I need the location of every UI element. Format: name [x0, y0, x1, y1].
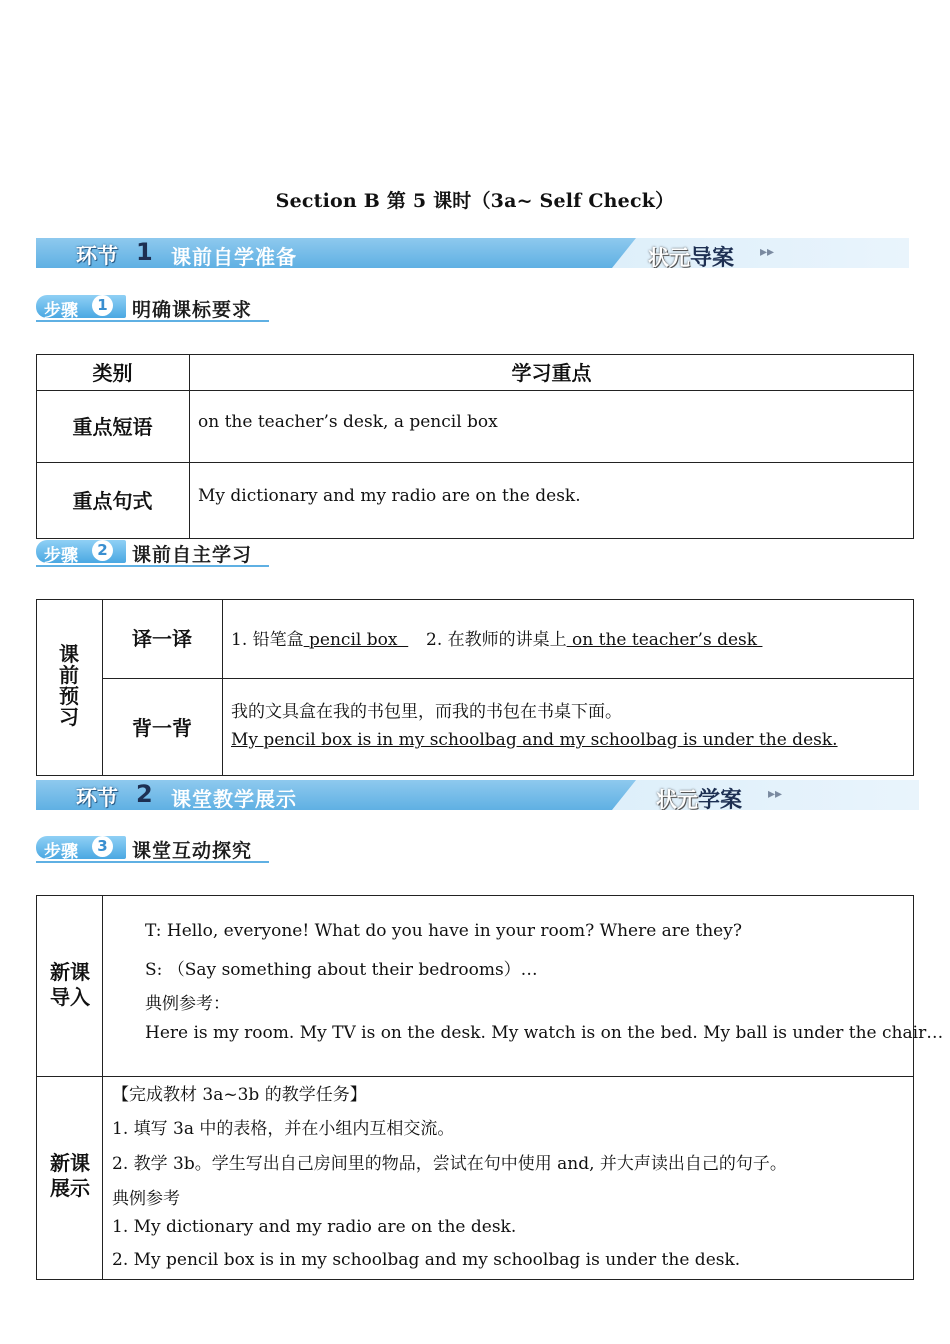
step-header-3 [36, 835, 269, 863]
step-header-1 [36, 294, 269, 322]
show-line-6: 2. My pencil box is in my schoolbag and my schoolbag is under the desk. [112, 1250, 741, 1270]
table-row-category: 重点短语 [72, 415, 153, 439]
table-row-content: My dictionary and my radio are on the desk. [198, 486, 581, 506]
table-header-category: 类别 [92, 361, 133, 385]
section-banner-2 [36, 780, 919, 810]
section-banner-1 [36, 238, 909, 268]
step-text: 课前自主学习 [132, 544, 253, 566]
intro-line-1: T: Hello, everyone! What do you have in your room? Where are they? [145, 921, 742, 941]
banner-subtitle: 课堂教学展示 [171, 787, 297, 810]
banner-lead: 环节 [76, 786, 118, 810]
step-number: 1 [92, 295, 113, 316]
show-line-4: 典例参考 [112, 1189, 180, 1209]
step-header-2 [36, 539, 269, 567]
table-row-content: on the teacher’s desk, a pencil box [198, 412, 498, 432]
step-text: 明确课标要求 [132, 299, 253, 321]
banner-number: 1 [136, 238, 153, 266]
step-number: 2 [92, 540, 113, 561]
recite-label: 背一背 [132, 716, 192, 740]
translate-label: 译一译 [132, 627, 192, 651]
intro-label: 新课导入 [50, 960, 90, 1009]
step-label: 步骤 [44, 842, 78, 862]
show-line-5: 1. My dictionary and my radio are on the desk. [112, 1217, 517, 1237]
show-line-2: 1. 填写 3a 中的表格，并在小组内互相交流。 [112, 1119, 455, 1139]
table-row-category: 重点句式 [72, 489, 153, 513]
table-header-focus: 学习重点 [511, 361, 592, 385]
banner-number: 2 [136, 780, 153, 808]
step-text: 课堂互动探究 [132, 840, 253, 862]
recite-chinese: 我的文具盒在我的书包里，而我的书包在书桌下面。 [231, 702, 622, 722]
translate-item-2: 2. 在教师的讲桌上 on the teacher’s desk [426, 630, 763, 650]
double-arrow-icon: ▸▸ [760, 244, 775, 260]
banner-brand: 状元学案 [656, 788, 743, 810]
banner-lead: 环节 [76, 244, 118, 268]
page-title: Section B 第 5 课时（3a~ Self Check） [275, 190, 675, 212]
preview-side-label: 课前预习 [59, 642, 79, 729]
step-label: 步骤 [44, 301, 78, 321]
show-line-1: 【完成教材 3a~3b 的教学任务】 [112, 1085, 367, 1105]
translate-item-1: 1. 铅笔盒 pencil box [231, 630, 409, 650]
intro-line-2: S: （Say something about their bedrooms）… [145, 960, 538, 980]
recite-english: My pencil box is in my schoolbag and my schoolbag is under the desk. [231, 730, 838, 750]
step-number: 3 [92, 836, 113, 857]
intro-line-3: 典例参考： [145, 994, 230, 1014]
banner-brand: 状元导案 [648, 246, 735, 268]
intro-line-4: Here is my room. My TV is on the desk. My watch is on the bed. My ball is under the chair… [145, 1023, 944, 1043]
step-label: 步骤 [44, 546, 78, 566]
show-line-3: 2. 教学 3b。学生写出自己房间里的物品，尝试在句中使用 and, 并大声读出自己的句子。 [112, 1154, 787, 1174]
double-arrow-icon: ▸▸ [768, 786, 783, 802]
show-label: 新课展示 [50, 1151, 90, 1200]
banner-subtitle: 课前自学准备 [171, 245, 297, 268]
